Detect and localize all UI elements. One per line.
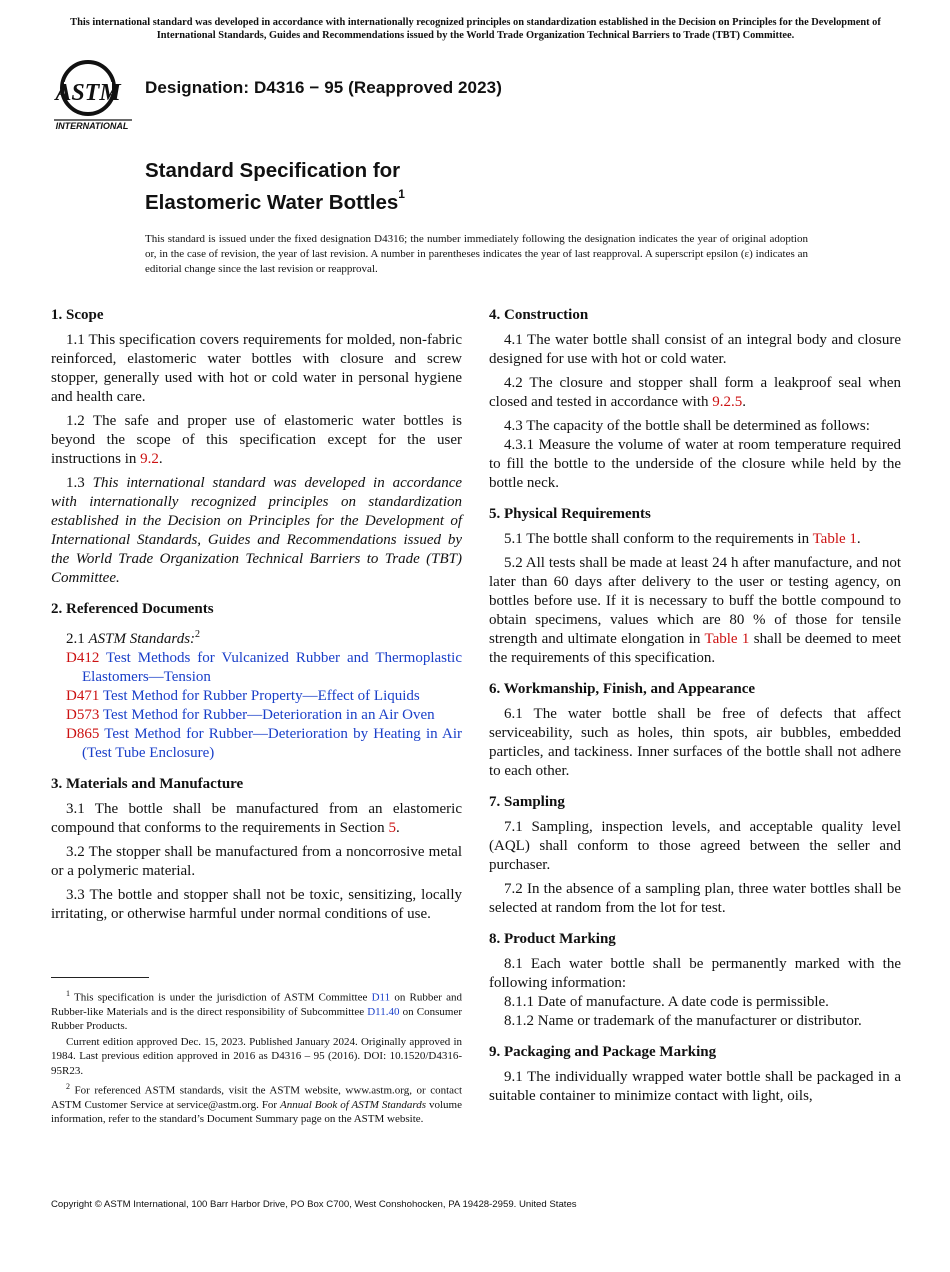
- footnote-edition: Current edition approved Dec. 15, 2023. Published January 2024. Originally approved in 1984. Last previous edition approved in 2016 as D4316 – 95 (2016). DOI: 10.1520/D4316-95R23.: [51, 1036, 462, 1077]
- section-workmanship: [489, 680, 901, 781]
- astm-logo: [52, 56, 136, 132]
- paragraph-7-1: 7.1 Sampling, inspection levels, and acceptable quality level (AQL) shall conform to those agreed between the seller and purchaser.: [489, 819, 901, 873]
- paragraph-3-2: 3.2 The stopper shall be manufactured from a noncorrosive metal or a polymeric material.: [51, 844, 462, 879]
- copyright: Copyright © ASTM International, 100 Barr Harbor Drive, PO Box C700, West Conshohocken, PA 19428-2959. United States: [51, 1199, 577, 1210]
- section-construction: [489, 306, 901, 493]
- page-title: [145, 158, 405, 216]
- link-9-2-5[interactable]: 9.2.5: [712, 394, 743, 410]
- ref-d412[interactable]: D412 Test Methods for Vulcanized Rubber and Thermoplastic Elastomers—Tension: [66, 650, 462, 685]
- paragraph-6-1: 6.1 The water bottle shall be free of defects that affect serviceability, such as holes, thin spots, air bubbles, embedded particles, and tackiness. Inner surfaces of the bottle shall not adhere to each other.: [489, 706, 901, 779]
- section-heading: 7. Sampling: [489, 794, 565, 810]
- left-column: [51, 306, 462, 936]
- issued-note: This standard is issued under the fixed designation D4316; the number immediately following the designation indicates the year of original adoption or, in the case of revision, the year of last revision. A number in parentheses indicates the year of last reapproval. A superscript epsilon (ε) indicates an editorial change since the last revision or reapproval.: [145, 233, 808, 275]
- section-heading: 4. Construction: [489, 307, 589, 323]
- svg-text:INTERNATIONAL: INTERNATIONAL: [55, 121, 129, 131]
- designation: Designation: D4316 − 95 (Reapproved 2023): [145, 78, 502, 97]
- section-heading: 6. Workmanship, Finish, and Appearance: [489, 681, 756, 697]
- paragraph-1-2: 1.2 The safe and proper use of elastomeric water bottles is beyond the scope of this specification except for the user instructions in 9.2.: [51, 413, 462, 467]
- paragraph-4-3-1: 4.3.1 Measure the volume of water at room temperature required to fill the bottle to the underside of the closure while held by the bottle neck.: [489, 437, 901, 491]
- ref-d865[interactable]: D865 Test Method for Rubber—Deterioration by Heating in Air (Test Tube Enclosure): [66, 726, 462, 761]
- section-heading: 5. Physical Requirements: [489, 506, 651, 522]
- paragraph-3-1: 3.1 The bottle shall be manufactured from an elastomeric compound that conforms to the requirements in Section 5.: [51, 801, 462, 836]
- footnote-2: $^2$ For referenced ASTM standards, visit the ASTM website, www.astm.org, or contact ASTM Customer Service at service@astm.org. For Annual Book of ASTM Standards volume information, refer to the standard’s Document Summary page on the ASTM website.: [51, 1081, 462, 1125]
- title-footnote-mark: 1: [398, 187, 405, 201]
- title-line-1: Standard Specification for: [145, 159, 401, 182]
- section-physical-requirements: [489, 505, 901, 668]
- section-packaging: [489, 1043, 901, 1106]
- section-referenced-documents: [51, 600, 462, 763]
- link-d11-40[interactable]: D11.40: [367, 1005, 400, 1018]
- section-product-marking: [489, 930, 901, 1031]
- paragraph-4-1: 4.1 The water bottle shall consist of an integral body and closure designed for use with hot or cold water.: [489, 332, 901, 367]
- paragraph-5-2: 5.2 All tests shall be made at least 24 h after manufacture, and not later than 60 days after delivery to the user or testing agency, on bottles before use. If it is necessary to buff the bottle compound to obtain specimens, values which are 80 % of those for tensile strength and ultimate elongation in Table 1 shall be deemed to meet the requirements of this specification.: [489, 555, 901, 666]
- svg-text:ASTM: ASTM: [55, 80, 121, 106]
- paragraph-5-1: 5.1 The bottle shall conform to the requirements in Table 1.: [504, 531, 861, 547]
- paragraph-8-1-1: 8.1.1 Date of manufacture. A date code is permissible.: [504, 994, 829, 1010]
- section-scope: [51, 306, 462, 588]
- paragraph-2-1: 2.1 ASTM Standards:$^2$: [66, 629, 201, 647]
- link-section-5[interactable]: 5: [388, 820, 396, 836]
- section-sampling: [489, 793, 901, 918]
- footnote-1: $^1$ This specification is under the jurisdiction of ASTM Committee D11 on Rubber and Rubber-like Materials and is the direct responsibility of Subcommittee D11.40 on Consumer Rubber Products.: [51, 989, 462, 1033]
- title-line-2: Elastomeric Water Bottles$^1$: [145, 187, 405, 214]
- link-9-2[interactable]: 9.2: [140, 451, 159, 467]
- footnotes: [51, 987, 462, 1128]
- footnote-divider: [51, 977, 149, 978]
- link-table-1[interactable]: Table 1: [812, 531, 857, 547]
- section-materials: [51, 775, 462, 924]
- paragraph-9-1: 9.1 The individually wrapped water bottle shall be packaged in a suitable container to minimize contact with light, oils,: [489, 1069, 901, 1104]
- section-heading: 9. Packaging and Package Marking: [489, 1044, 717, 1060]
- paragraph-8-1-2: 8.1.2 Name or trademark of the manufacturer or distributor.: [504, 1013, 862, 1029]
- section-heading: 8. Product Marking: [489, 931, 616, 947]
- paragraph-1-1: 1.1 This specification covers requirements for molded, non-fabric reinforced, elastomeric water bottles with closure and screw stopper, generally used with hot or cold water in personal hygiene and health care.: [51, 332, 462, 405]
- ref-d471[interactable]: D471 Test Method for Rubber Property—Effect of Liquids: [66, 688, 420, 704]
- section-heading: 3. Materials and Manufacture: [51, 776, 244, 792]
- link-table-1[interactable]: Table 1: [704, 631, 750, 647]
- paragraph-1-3: 1.3 This international standard was developed in accordance with internationally recognized principles on standardization established in the Decision on Principles for the Development of International Standards, Guides and Recommendations issued by the World Trade Organization Technical Barriers to Trade (TBT) Committee.: [51, 475, 463, 586]
- paragraph-4-2: 4.2 The closure and stopper shall form a leakproof seal when closed and tested in accordance with 9.2.5.: [489, 375, 901, 410]
- ref-d573[interactable]: D573 Test Method for Rubber—Deterioration in an Air Oven: [66, 707, 435, 723]
- paragraph-4-3: 4.3 The capacity of the bottle shall be determined as follows:: [504, 418, 870, 434]
- paragraph-7-2: 7.2 In the absence of a sampling plan, three water bottles shall be selected at random from the lot for test.: [489, 881, 901, 916]
- link-d11[interactable]: D11: [371, 991, 391, 1004]
- section-heading: 1. Scope: [51, 307, 104, 323]
- right-column: [489, 306, 901, 1118]
- paragraph-3-3: 3.3 The bottle and stopper shall not be toxic, sensitizing, locally irritating, or otherwise harmful under normal conditions of use.: [51, 887, 462, 922]
- top-notice: This international standard was developed in accordance with internationally recognized principles on standardization established in the Decision on Principles for the Development of International Standards, Guides and Recommendations issued by the World Trade Organization Technical Barriers to Trade (TBT) Committee.: [70, 17, 881, 41]
- section-heading: 2. Referenced Documents: [51, 601, 214, 617]
- paragraph-8-1: 8.1 Each water bottle shall be permanently marked with the following information:: [489, 956, 901, 991]
